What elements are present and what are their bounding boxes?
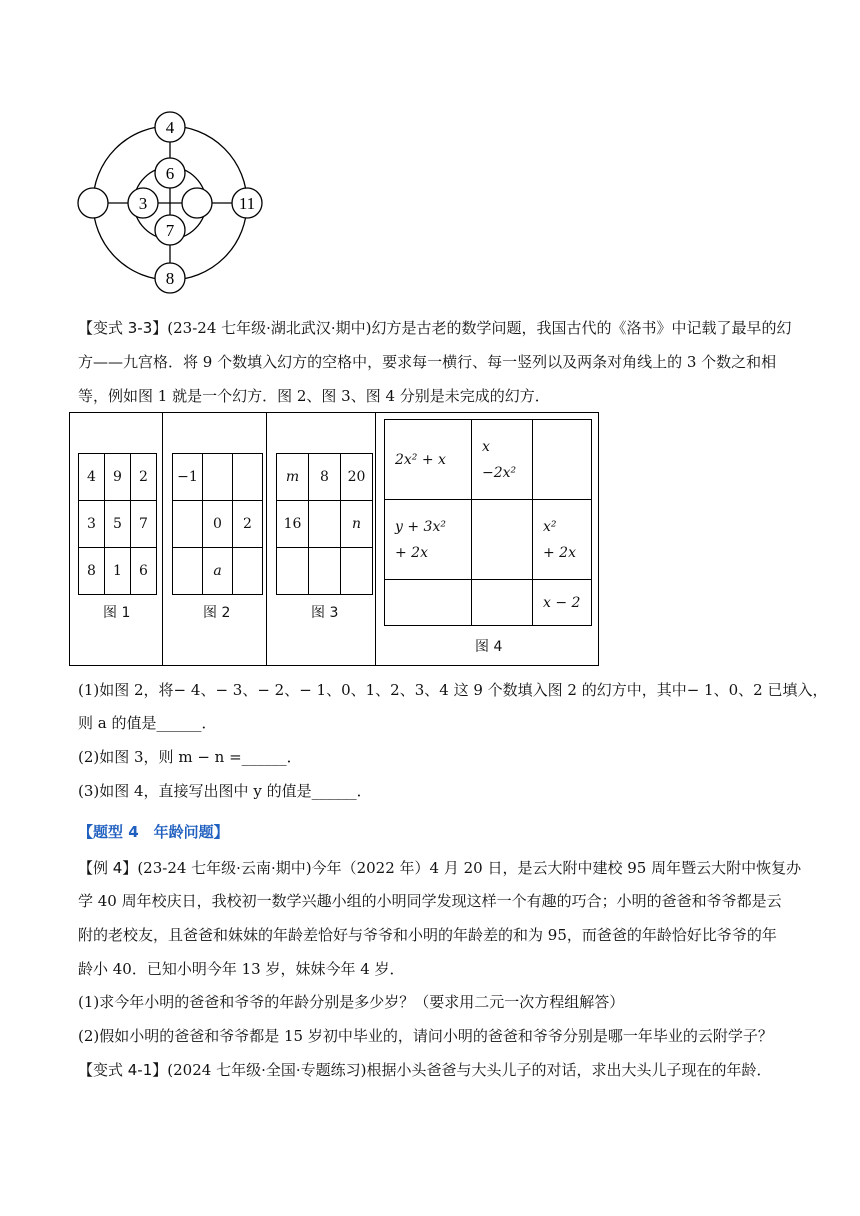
cell: 6 [131, 548, 157, 595]
circle-node-right-inner [182, 188, 212, 218]
cell [233, 548, 263, 595]
variant-tag: 【变式 4-1】 [78, 1061, 168, 1079]
variant-source: (2024 七年级·全国·专题练习) [167, 1061, 367, 1079]
variant-tag: 【变式 3-3】 [78, 319, 168, 337]
example-source: (23-24 七年级·云南·期中) [137, 859, 312, 877]
cell [203, 454, 233, 501]
cell [341, 548, 373, 595]
cell: 0 [203, 501, 233, 548]
caption-fig3: 图 3 [311, 605, 339, 621]
cell [173, 548, 203, 595]
label-inner-top: 6 [165, 164, 175, 183]
label-bottom-inner: 7 [165, 221, 175, 240]
cell: 4 [79, 454, 105, 501]
magic-square-fig2 [172, 453, 263, 595]
cell: x −2x² [472, 420, 533, 500]
label-top: 4 [165, 118, 175, 137]
section-heading-type4: 【题型 4 年龄问题】 [78, 823, 229, 841]
cell [472, 580, 533, 626]
caption-fig2: 图 2 [203, 605, 231, 621]
cell: 5 [105, 501, 131, 548]
cell: m [277, 454, 309, 501]
caption-fig1: 图 1 [103, 605, 131, 621]
cell [277, 548, 309, 595]
magic-square-fig4 [384, 419, 592, 626]
circle-number-puzzle-figure [72, 108, 272, 294]
question-1-line2: 则 a 的值是______． [78, 714, 217, 732]
cell: 7 [131, 501, 157, 548]
cell: 20 [341, 454, 373, 501]
cell [533, 420, 592, 500]
divider [266, 412, 267, 666]
example-4-line3: 附的老校友，且爸爸和妹妹的年龄差恰好与爷爷和小明的年龄差的和为 95，而爸爸的年龄恰好比爷爷的年 [78, 926, 777, 944]
cell: −1 [173, 454, 203, 501]
magic-square-fig3 [276, 453, 373, 595]
example-text-1: 今年（2022 年）4 月 20 日，是云大附中建校 95 周年暨云大附中恢复办 [311, 859, 802, 877]
cell: 2 [131, 454, 157, 501]
cell: x² + 2x [533, 500, 592, 580]
circle-node-left-outer [78, 188, 108, 218]
variant-text: 根据小头爸爸与大头儿子的对话，求出大头儿子现在的年龄． [366, 1061, 772, 1079]
cell [385, 580, 472, 626]
cell: 3 [79, 501, 105, 548]
magic-square-fig1 [78, 453, 157, 595]
cell: n [341, 501, 373, 548]
variant-4-1 [78, 1060, 771, 1080]
cell [309, 548, 341, 595]
divider [162, 412, 163, 666]
variant-3-3-line1 [78, 318, 792, 338]
cell: a [203, 548, 233, 595]
label-left-inner: 3 [138, 194, 148, 213]
example-4-line4: 龄小 40．已知小明今年 13 岁，妹妹今年 4 岁． [78, 960, 405, 978]
example-4-line1 [78, 858, 801, 878]
cell: 16 [277, 501, 309, 548]
cell: 8 [309, 454, 341, 501]
example-4-q1: (1)求今年小明的爸爸和爷爷的年龄分别是多少岁？（要求用二元一次方程组解答） [78, 993, 625, 1011]
cell [385, 420, 472, 500]
caption-fig4: 图 4 [475, 639, 503, 655]
cell [173, 501, 203, 548]
question-2: (2)如图 3，则 m − n =______． [78, 748, 302, 766]
cell [233, 454, 263, 501]
label-right-outer: 11 [238, 194, 256, 213]
example-tag: 【例 4】 [78, 859, 138, 877]
variant-3-3-line2: 方——九宫格．将 9 个数填入幻方的空格中，要求每一横行、每一竖列以及两条对角线上的 3 个数之和相 [78, 353, 777, 371]
cell: 8 [79, 548, 105, 595]
question-3: (3)如图 4，直接写出图中 y 的值是______． [78, 782, 372, 800]
variant-source: (23-24 七年级·湖北武汉·期中) [167, 319, 372, 337]
example-4-line2: 学 40 周年校庆日，我校初一数学兴趣小组的小明同学发现这样一个有趣的巧合；小明的爸爸和爷爷都是云 [78, 892, 782, 910]
cell [472, 500, 533, 580]
cell: y + 3x² + 2x [385, 500, 472, 580]
cell: 1 [105, 548, 131, 595]
variant-text-1: 幻方是古老的数学问题，我国古代的《洛书》中记载了最早的幻 [371, 319, 792, 337]
divider [375, 412, 376, 666]
example-4-q2: (2)假如小明的爸爸和爷爷都是 15 岁初中毕业的，请问小明的爸爸和爷爷分别是哪一年毕业的云附学子？ [78, 1027, 773, 1045]
cell-text: 2x² + x [395, 451, 446, 468]
cell [309, 501, 341, 548]
label-bottom: 8 [165, 269, 175, 288]
cell: x − 2 [533, 580, 592, 626]
variant-3-3-line3: 等，例如图 1 就是一个幻方．图 2、图 3、图 4 分别是未完成的幻方． [78, 387, 550, 405]
cell: 2 [233, 501, 263, 548]
cell: 9 [105, 454, 131, 501]
question-1-line1: (1)如图 2，将− 4、− 3、− 2、− 1、0、1、2、3、4 这 9 个数填入图 2 的幻方中，其中− 1、0、2 已填入， [78, 681, 828, 699]
